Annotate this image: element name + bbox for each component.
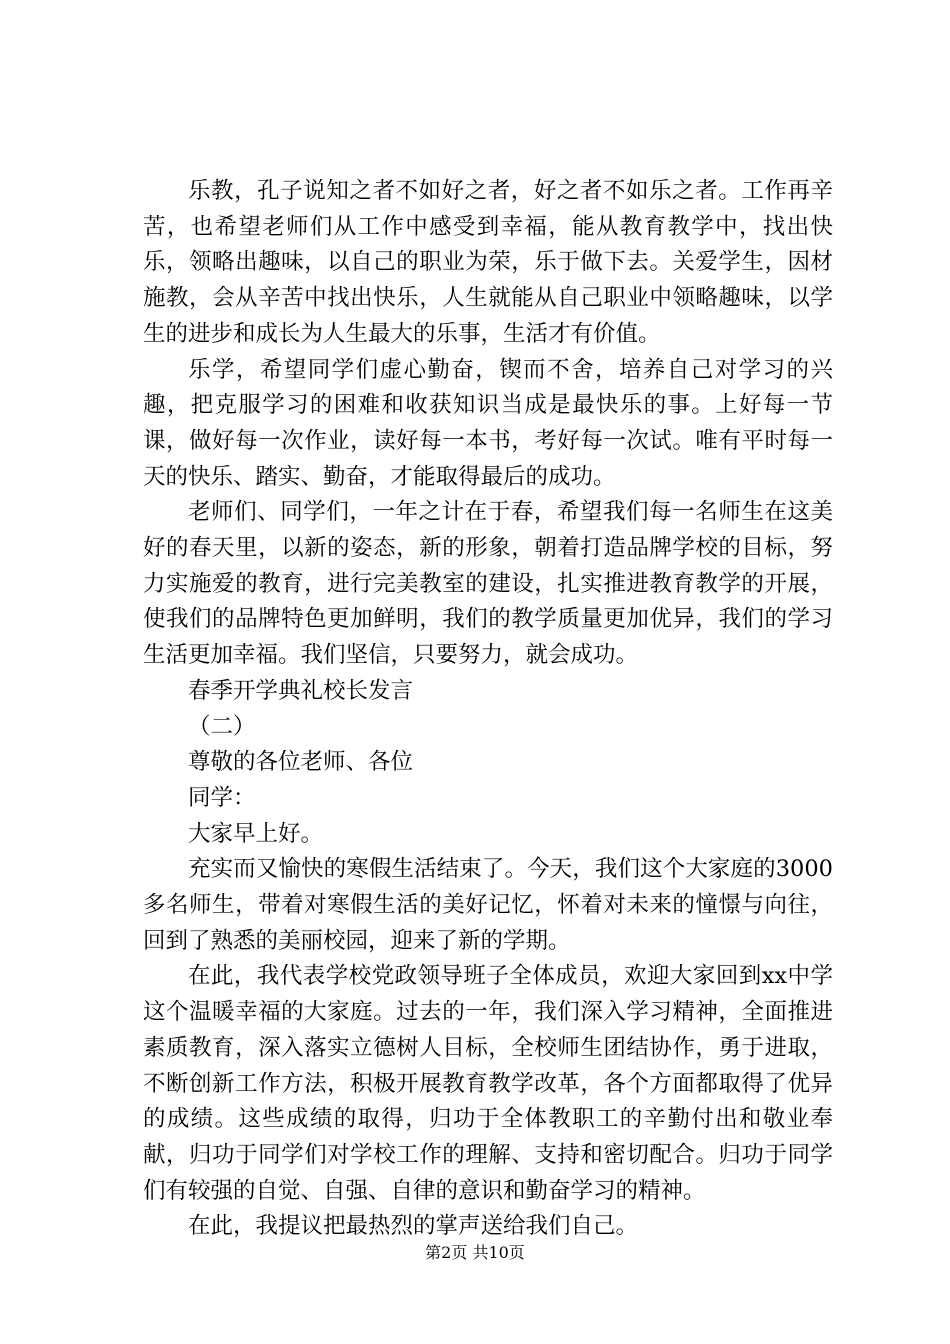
document-body bbox=[143, 174, 833, 1245]
salutation-line-1: 尊敬的各位老师、各位 bbox=[188, 749, 414, 776]
page-footer: 第2页 共10页 bbox=[425, 1243, 525, 1262]
paragraph-lejiao: 乐教，孔子说知之者不如好之者，好之者不如乐之者。工作再辛苦，也希望老师们从工作中感受到幸福，能从教育教学中，找出快乐，领略出趣味，以自己的职业为荣，乐于做下去。关爱学生，因材施教，会从辛苦中找出快乐，人生就能从自己职业中领略趣味，以学生的进步和成长为人生最大的乐事，生活才有价值。 bbox=[143, 178, 833, 347]
greeting: 大家早上好。 bbox=[188, 820, 324, 847]
section-number: （二） bbox=[188, 713, 256, 740]
paragraph-lexue: 乐学，希望同学们虚心勤奋，锲而不舍，培养自己对学习的兴趣，把克服学习的困难和收获知识当成是最快乐的事。上好每一节课，做好每一次作业，读好每一本书，考好每一次试。唯有平时每一天的快乐、踏实、勤奋，才能取得最后的成功。 bbox=[143, 356, 833, 490]
salutation-line-2: 同学： bbox=[188, 784, 256, 811]
paragraph-welcome: 在此，我代表学校党政领导班子全体成员，欢迎大家回到xx中学这个温暖幸福的大家庭。过去的一年，我们深入学习精神，全面推进素质教育，深入落实立德树人目标，全校师生团结协作，勇于进取，不断创新工作方法，积极开展教育教学改革，各个方面都取得了优异的成绩。这些成绩的取得，归功于全体教职工的辛勤付出和敬业奉献，归功于同学们对学校工作的理解、支持和密切配合。归功于同学们有较强的自觉、自强、自律的意识和勤奋学习的精神。 bbox=[143, 963, 833, 1204]
paragraph-applause: 在此，我提议把最热烈的掌声送给我们自己。 bbox=[188, 1213, 639, 1240]
paragraph-spring-wish: 老师们、同学们，一年之计在于春，希望我们每一名师生在这美好的春天里，以新的姿态，新的形象，朝着打造品牌学校的目标，努力实施爱的教育，进行完美教室的建设，扎实推进教育教学的开展，使我们的品牌特色更加鲜明，我们的教学质量更加优异，我们的学习生活更加幸福。我们坚信，只要努力，就会成功。 bbox=[143, 499, 833, 669]
paragraph-holiday-end: 充实而又愉快的寒假生活结束了。今天，我们这个大家庭的3000多名师生，带着对寒假生活的美好记忆，怀着对未来的憧憬与向往，回到了熟悉的美丽校园，迎来了新的学期。 bbox=[143, 856, 833, 954]
section-title: 春季开学典礼校长发言 bbox=[188, 677, 414, 704]
